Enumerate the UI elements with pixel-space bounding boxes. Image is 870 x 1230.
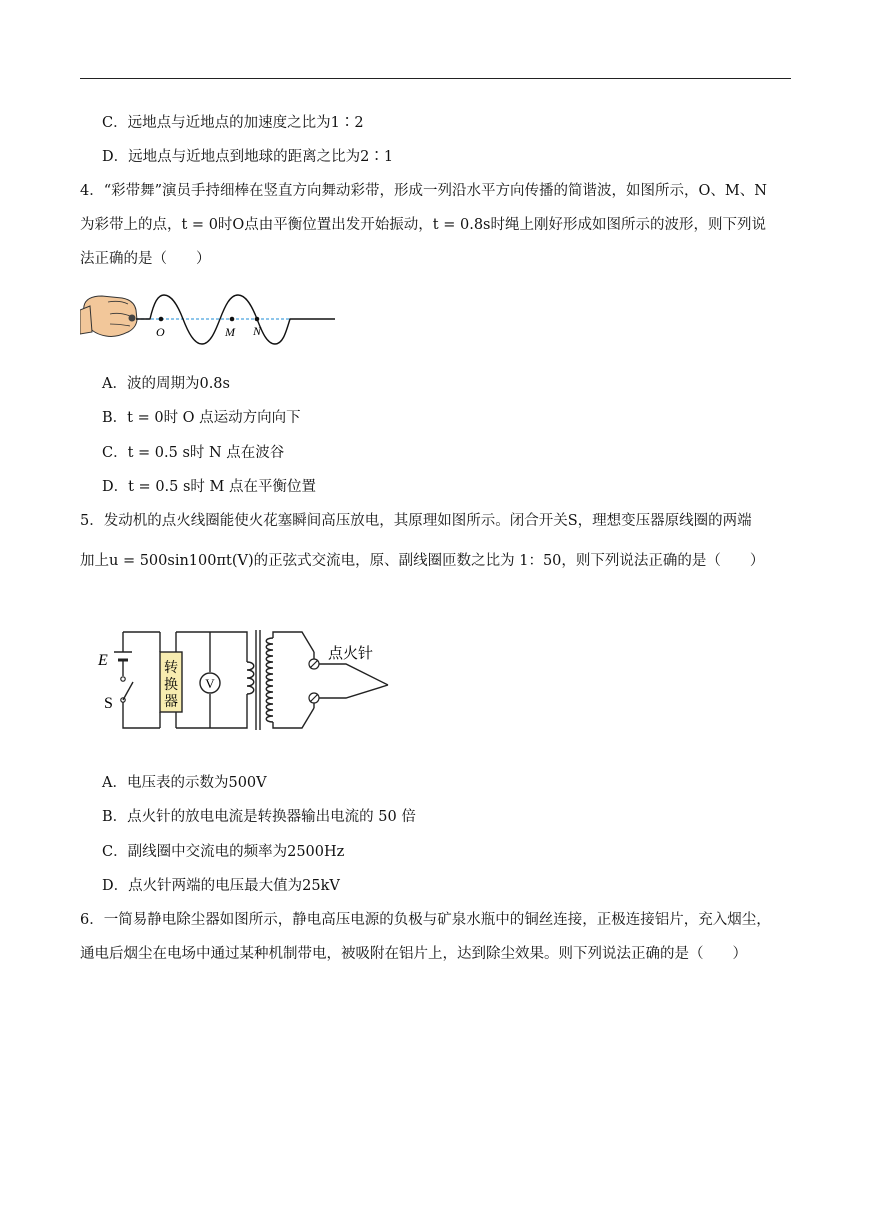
- wave-figure: [80, 288, 340, 350]
- voltmeter-label: V: [205, 676, 215, 691]
- label-e: E: [98, 652, 108, 669]
- q6-stem-line-2: 通电后烟尘在电场中通过某种机制带电，被吸附在铝片上，达到除尘效果。则下列说法正确的是（ ）: [80, 946, 747, 962]
- q6-stem-line-1: 6．一简易静电除尘器如图所示，静电高压电源的负极与矿泉水瓶中的铜丝连接，正极连接铝片，充入烟尘，: [80, 912, 771, 928]
- q5-option-a: A．电压表的示数为500V: [102, 775, 267, 791]
- label-m: M: [225, 325, 235, 339]
- q5-option-d: D．点火针两端的电压最大值为25kV: [102, 878, 340, 894]
- q4-stem-line-2: 为彩带上的点，t = 0时O点由平衡位置出发开始振动，t = 0.8s时绳上刚好形成如图所示的波形，则下列说: [80, 217, 766, 233]
- converter-char-1: 转: [164, 661, 178, 676]
- label-s: S: [104, 695, 113, 712]
- header-rule: [80, 78, 791, 79]
- q4-option-d: D．t = 0.5 s时 M 点在平衡位置: [102, 479, 316, 495]
- label-n: N: [253, 324, 262, 338]
- wave-curve: [136, 295, 335, 344]
- q4-option-b: B．t = 0时 O 点运动方向向下: [102, 410, 301, 426]
- q5-option-c: C．副线圈中交流电的频率为2500Hz: [102, 844, 345, 860]
- q4-stem-line-1: 4．“彩带舞”演员手持细棒在竖直方向舞动彩带，形成一列沿水平方向传播的简谐波，如图所示，O、M、N: [80, 183, 767, 199]
- point-n: [255, 317, 260, 322]
- point-m: [230, 317, 235, 322]
- hand-illustration: [80, 296, 137, 337]
- q5-stem-line-1: 5．发动机的点火线圈能使火花塞瞬间高压放电，其原理如图所示。闭合开关S，理想变压器原线圈的两端: [80, 513, 752, 529]
- converter-char-2: 换: [164, 678, 178, 693]
- point-o: [159, 317, 164, 322]
- q5-stem-line-2: 加上u = 500sin100πt(V)的正弦式交流电，原、副线圈匝数之比为 1：50，则下列说法正确的是（ ）: [80, 553, 765, 569]
- ignition-circuit-figure: [92, 624, 402, 734]
- converter-char-3: 器: [164, 695, 178, 710]
- q3-option-d: D．远地点与近地点到地球的距离之比为2∶1: [102, 149, 394, 165]
- q4-option-c: C．t = 0.5 s时 N 点在波谷: [102, 445, 285, 461]
- q4-option-a: A．波的周期为0.8s: [102, 376, 230, 392]
- label-o: O: [156, 325, 165, 339]
- igniter-label: 点火针: [328, 646, 374, 662]
- q3-option-c: C．远地点与近地点的加速度之比为1∶2: [102, 115, 364, 131]
- q5-option-b: B．点火针的放电电流是转换器输出电流的 50 倍: [102, 809, 416, 825]
- q4-stem-line-3: 法正确的是（ ）: [80, 251, 211, 267]
